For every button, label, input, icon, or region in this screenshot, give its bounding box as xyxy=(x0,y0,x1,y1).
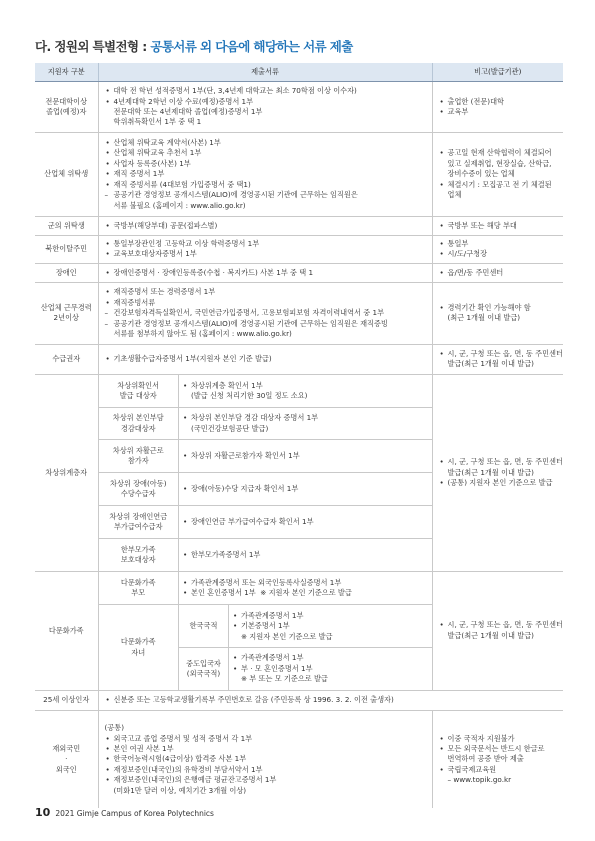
footer-text: 2021 Gimje Campus of Korea Polytechnics xyxy=(55,809,214,818)
sub-label-line: 차상위 본인부담 xyxy=(112,413,164,423)
note-item: • 공고일 현재 산학협력이 체결되어 xyxy=(439,148,560,158)
cat-line: 산업체 근무경력 xyxy=(40,302,92,312)
sub-label-line: 발급 대상자 xyxy=(119,391,157,401)
doc-item: • 사업자 등록증(사본) 1부 xyxy=(105,159,428,169)
cat-line: 재외국민 xyxy=(52,743,81,753)
sub-label-line: 중도입국자 xyxy=(186,658,221,668)
note-item: – www.topik.go.kr xyxy=(447,775,512,785)
doc-item: • 재직 증명서 1부 xyxy=(105,169,428,179)
sub-label-line: 다문화가족 xyxy=(120,577,156,587)
note-item: • 시, 군, 구청 또는 읍, 면, 동 주민센터 xyxy=(439,349,560,359)
documents-cell xyxy=(98,82,432,133)
sub-label-line: 한부모가족 xyxy=(120,544,156,554)
section-heading xyxy=(35,37,353,55)
doc-item: • 재정보증인(내국인)의 유학경비 부담서약서 1부 xyxy=(105,765,428,775)
table-row xyxy=(35,690,563,710)
sub-row xyxy=(99,375,432,408)
doc-item: • 통일부장관인정 고등학교 이상 학력증명서 1부 xyxy=(105,239,428,249)
sub-row xyxy=(99,605,432,648)
doc-item xyxy=(182,588,429,598)
doc-item: • 장애인연금 부가급여수급자 확인서 1부 xyxy=(182,517,429,527)
doc-item: – 공공기관 경영정보 공개시스템(ALIO)에 경영공시된 기관에 근무하는 임직원은 재직증빙 xyxy=(105,319,428,329)
sub-label xyxy=(99,408,179,440)
doc-item: • 재직증빙서류 xyxy=(105,298,428,308)
doc-item: 서류를 첨부하지 않아도 됨 (홈페이지 : www.alio.go.kr) xyxy=(113,329,292,339)
sub-docs xyxy=(179,539,432,571)
sub-row xyxy=(99,539,432,571)
doc-item: 전문대학 또는 4년제대학 졸업(예정)증명서 1부 xyxy=(113,107,263,116)
doc-item: • 차상위계층 확인서 1부 xyxy=(182,381,429,391)
doc-item: • 교육보호대상자증명서 1부 xyxy=(105,249,428,259)
note-item: 발급(최근 1개월 이내 발급) xyxy=(447,467,534,477)
doc-item: • 산업체 위탁교육 계약서(사본) 1부 xyxy=(105,138,428,148)
note-item: • 국방부 또는 해당 부대 xyxy=(439,221,560,231)
sub-row xyxy=(99,506,432,539)
sub-label: 한국국적 xyxy=(179,605,229,648)
table-row xyxy=(35,710,563,808)
sub-docs xyxy=(179,473,432,506)
sub-label-line: (외국국적) xyxy=(186,669,221,679)
note-cell xyxy=(432,263,563,282)
note-item: • 읍/면/동 주민센터 xyxy=(439,268,560,278)
sub-label-line: 차상위 자활근로 xyxy=(112,445,164,455)
note-cell xyxy=(432,133,563,217)
documents-cell xyxy=(98,263,432,282)
sub-label xyxy=(99,473,179,506)
sub-label xyxy=(99,375,179,408)
cat-line: 외국인 xyxy=(55,764,77,774)
sub-label-line: 차상위 장애(아동) xyxy=(110,478,167,488)
doc-item: • 가족관계증명서 또는 외국인등록사실증명서 1부 xyxy=(182,578,429,588)
note-item: • 이중 국적자 지원불가 xyxy=(439,734,560,744)
note-cell xyxy=(432,236,563,264)
doc-item: • 한부모가족증명서 1부 xyxy=(182,550,429,560)
note-item: (최근 1개월 이내 발급) xyxy=(447,313,521,323)
doc-item: 학위취득확인서 1부 중 택 1 xyxy=(113,117,202,127)
sub-label-line: 수당수급자 xyxy=(120,489,156,499)
category-cell: 산업체 위탁생 xyxy=(35,133,98,217)
category-cell: 수급권자 xyxy=(35,344,98,374)
doc-item: • 기초생활수급자증명서 1부(지원자 본인 기준 발급) xyxy=(105,354,428,364)
doc-item: – 건강보험자격득실확인서, 국민연금가입증명서, 고용보험피보험 자격이력내역서 중 1부 xyxy=(105,308,428,318)
sub-label-line: 보호대상자 xyxy=(120,555,156,565)
note-cell xyxy=(432,82,563,133)
doc-tail: (미화1만 달러 이상, 예치기간 3개월 이상) xyxy=(113,785,247,795)
documents-cell xyxy=(98,133,432,217)
doc-item: • 재직 증빙서류 (4대보험 가입증명서 중 택1) xyxy=(105,180,428,190)
doc-item: ※ 지원자 본인 기준으로 발급 xyxy=(241,631,333,641)
doc-item: • 국방부(해당부대) 공문(접파스별) xyxy=(105,221,428,231)
table-row xyxy=(35,571,563,690)
note-item: • 경력기간 확인 가능해야 함 xyxy=(439,303,560,313)
note-item: • 출업한 (전문)대학 xyxy=(439,97,560,107)
note-item: • 모든 외국문서는 반드시 한글로 xyxy=(439,744,560,754)
table-row xyxy=(35,374,563,571)
doc-item: • 가족관계증명서 1부 xyxy=(232,611,429,621)
page-footer xyxy=(35,806,214,819)
doc-item: • 장애(아동)수당 지급자 확인서 1부 xyxy=(182,484,429,494)
table-row xyxy=(35,217,563,236)
doc-item: • 부 · 모 혼인증명서 1부 xyxy=(232,664,429,674)
sub-label xyxy=(99,506,179,539)
category-cell xyxy=(35,82,98,133)
doc-item: • 신분증 또는 고등학교생활기록부 주민번호로 갈음 (주민등록 상 1996. 3. 2. 이전 출생자) xyxy=(105,695,560,705)
sub-label-line: 경감대상자 xyxy=(120,423,156,433)
cat-line: 2년이상 xyxy=(53,313,79,323)
category-cell xyxy=(35,710,98,808)
note-item: • (공통) 지원자 본인 기준으로 발급 xyxy=(439,478,560,488)
documents-cell xyxy=(98,217,432,236)
col-header-documents: 제출서류 xyxy=(98,63,432,82)
col-header-note: 비고(발급기관) xyxy=(432,63,563,82)
documents-cell xyxy=(98,236,432,264)
cat-line: 전문대학이상 xyxy=(45,96,88,106)
doc-item: (발급 신청 처리기한 30일 정도 소요) xyxy=(191,391,308,401)
note-item: 번역하여 공증 받아 제출 xyxy=(447,754,524,764)
note-item: • 통일부 xyxy=(439,239,560,249)
table-row xyxy=(35,344,563,374)
note-item: • 교육부 xyxy=(439,107,560,117)
table-row xyxy=(35,263,563,282)
doc-item: • 기본증명서 1부 xyxy=(232,621,429,631)
note-item: • 시, 군, 구청 또는 읍, 면, 동 주민센터 xyxy=(439,457,560,467)
note-cell xyxy=(432,217,563,236)
doc-item: • 대학 전 학년 성적증명서 1부(단, 3,4년제 대학교는 최소 70학점 이상 이수자) xyxy=(105,86,428,96)
note-cell xyxy=(432,710,563,808)
sub-label-line: 부가급여수급자 xyxy=(113,522,163,532)
sub-label-line: 차상위 장애인연금 xyxy=(109,511,168,521)
category-cell: 다문화가족 xyxy=(35,571,98,690)
table-row xyxy=(35,82,563,133)
doc-item: • 가족관계증명서 1부 xyxy=(232,653,429,663)
sub-label-line: 차상위확인서 xyxy=(117,380,160,390)
sub-label xyxy=(99,440,179,473)
sub-docs xyxy=(229,605,432,648)
note-item: 발급(최근 1개월 이내 발급) xyxy=(447,630,534,640)
sub-table xyxy=(99,375,432,571)
documents-cell xyxy=(98,571,432,690)
documents-cell xyxy=(98,710,432,808)
note-cell xyxy=(432,344,563,374)
sub-row xyxy=(99,440,432,473)
documents-table xyxy=(35,63,563,808)
doc-text: 본인 혼인증명서 1부 xyxy=(191,588,256,598)
table-row xyxy=(35,236,563,264)
sub-row xyxy=(99,572,432,605)
category-cell: 장애인 xyxy=(35,263,98,282)
doc-head: (공통) xyxy=(104,723,124,733)
sub-docs xyxy=(179,375,432,408)
doc-item: • 한국어능력시험(4급이상) 합격증 사본 1부 xyxy=(105,754,428,764)
cat-line: · xyxy=(65,754,68,764)
sub-label xyxy=(99,605,179,690)
doc-item: • 장애인증명서 · 장애인등록증(수첩 · 복지카드) 사본 1부 중 택 1 xyxy=(105,268,428,278)
sub-label-line: 자녀 xyxy=(131,647,146,657)
table-row xyxy=(35,133,563,217)
doc-item: – 공공기관 경영정보 공개시스템(ALIO)에 경영공시된 기관에 근무하는 임직원은 xyxy=(105,190,428,200)
heading-part2: 공통서류 외 다음에 해당하는 서류 제출 xyxy=(150,39,353,54)
note-item: 발급(최근 1개월 이내 발급) xyxy=(447,359,534,369)
doc-item: • 재직증명서 또는 경력증명서 1부 xyxy=(105,287,428,297)
doc-item: (국민건강보험공단 발급) xyxy=(191,423,269,433)
documents-cell xyxy=(98,690,563,710)
sub-docs xyxy=(179,408,432,440)
doc-item: • 차상위 자활근로참가자 확인서 1부 xyxy=(182,451,429,461)
sub-docs xyxy=(229,648,432,690)
sub-label-line: 다문화가족 xyxy=(120,637,156,647)
doc-remark: ※ 지원자 본인 기준으로 발급 xyxy=(260,588,352,598)
sub-docs xyxy=(179,572,432,605)
note-item: • 국립국제교육원 xyxy=(439,765,560,775)
category-cell: 군의 위탁생 xyxy=(35,217,98,236)
note-item: • 시, 군, 구청 또는 읍, 면, 동 주민센터 xyxy=(439,620,560,630)
note-cell xyxy=(432,374,563,571)
note-item: 장비수증이 있는 업체 xyxy=(447,169,515,179)
note-item: 있고 실제취업, 현장실습, 산학급, xyxy=(447,158,552,168)
documents-cell xyxy=(98,374,432,571)
category-cell xyxy=(35,282,98,344)
doc-item: • 외국고교 졸업 증명서 및 성적 증명서 각 1부 xyxy=(105,734,428,744)
sub-label-line: 부모 xyxy=(131,588,146,598)
doc-item: • 산업체 위탁교육 추천서 1부 xyxy=(105,148,428,158)
table-row xyxy=(35,282,563,344)
page-number: 10 xyxy=(35,806,51,819)
sub-label-line: 참가자 xyxy=(127,456,149,466)
sub-row xyxy=(99,408,432,440)
col-header-category: 지원자 구분 xyxy=(35,63,98,82)
sub-table xyxy=(99,572,432,690)
doc-item: 서류 불필요 (홈페이지 : www.alio.go.kr) xyxy=(113,200,246,210)
doc-item: • 본인 여권 사본 1부 xyxy=(105,744,428,754)
sub-row xyxy=(99,473,432,506)
note-item: • 체결시기 : 모집공고 전 기 체결된 xyxy=(439,180,560,190)
table-header-row xyxy=(35,63,563,82)
documents-cell xyxy=(98,282,432,344)
doc-item: • 차상위 본인부담 경감 대상자 증명서 1부 xyxy=(182,413,429,423)
category-cell: 북한이탈주민 xyxy=(35,236,98,264)
sub-label xyxy=(179,648,229,690)
cat-line: 졸업(예정)자 xyxy=(46,107,87,116)
category-cell: 차상위계층자 xyxy=(35,374,98,571)
documents-cell xyxy=(98,344,432,374)
category-cell: 25세 이상인자 xyxy=(35,690,98,710)
doc-item: • 4년제대학 2학년 이상 수료(예정)증명서 1부 xyxy=(105,97,428,107)
doc-item: ※ 부 또는 모 기준으로 발급 xyxy=(241,674,328,684)
doc-item: • 재정보증인(내국인)의 은행예금 평균잔고증명서 1부 xyxy=(105,775,428,785)
note-item: • 시/도/구청장 xyxy=(439,249,560,259)
sub-docs xyxy=(179,506,432,539)
note-cell xyxy=(432,282,563,344)
sub-label xyxy=(99,539,179,571)
sub-label xyxy=(99,572,179,605)
sub-docs xyxy=(179,440,432,473)
heading-part1: 다. 정원외 특별전형 : xyxy=(35,39,151,54)
note-cell xyxy=(432,571,563,690)
note-item: 업체 xyxy=(447,190,462,200)
